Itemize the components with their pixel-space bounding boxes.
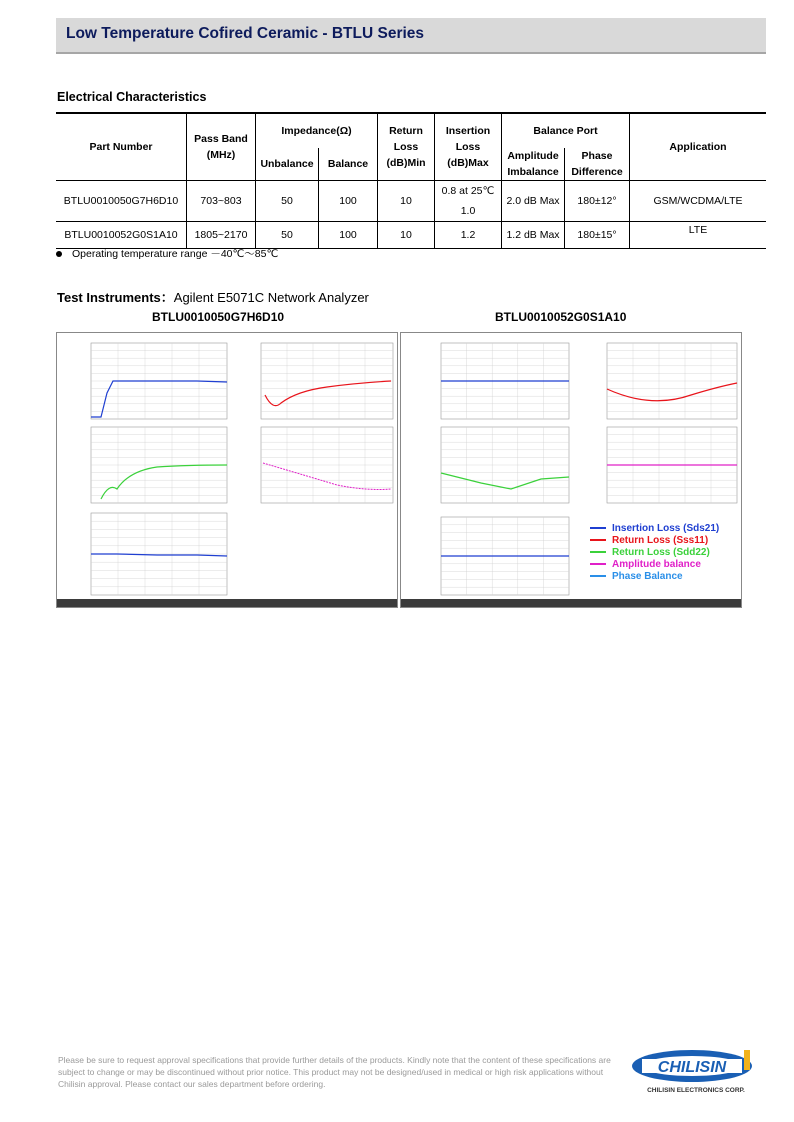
electrical-table [56,112,766,249]
col-phase-difference: Phase Difference [565,148,630,181]
col-amplitude-imbalance: Amplitude Imbalance [502,148,565,181]
cell-balance: 100 [319,181,378,222]
cell-part: BTLU0010052G0S1A10 [56,222,187,249]
col-balance: Balance [319,148,378,181]
cell-application: LTE [630,222,767,249]
cell-part: BTLU0010050G7H6D10 [56,181,187,222]
analyzer-plot-left [57,333,397,607]
trace-legend [590,522,719,582]
cell-insertion-loss: 1.2 [435,222,502,249]
col-application: Application [630,113,767,181]
cell-balance: 100 [319,222,378,249]
legend-item: Return Loss (Sdd22) [590,546,719,558]
part-label-left: BTLU0010050G7H6D10 [152,310,285,324]
table-row [56,222,766,249]
test-instruments: Test Instruments：Agilent E5071C Network Analyzer [57,290,369,305]
legend-swatch [590,563,606,565]
cell-insertion-loss: 0.8 at 25℃ 1.0 [435,181,502,222]
cell-amplitude: 2.0 dB Max [502,181,565,222]
col-part-number: Part Number [56,113,187,181]
cell-phase: 180±15° [565,222,630,249]
cell-amplitude: 1.2 dB Max [502,222,565,249]
title-bar [56,18,766,54]
electrical-characteristics-title: Electrical Characteristics [57,90,207,104]
legend-item: Insertion Loss (Sds21) [590,522,719,534]
chilisin-logo [628,1048,764,1096]
analyzer-screenshot-left [56,332,398,608]
col-pass-band: Pass Band (MHz) [187,113,256,181]
cell-application: GSM/WCDMA/LTE [630,181,767,222]
col-unbalance: Unbalance [256,148,319,181]
col-return-loss: Return Loss (dB)Min [378,113,435,181]
cell-band: 1805~2170 [187,222,256,249]
bullet-icon [56,251,62,257]
legend-swatch [590,551,606,553]
legend-swatch [590,539,606,541]
chilisin-logo-icon [628,1048,764,1096]
cell-unbalance: 50 [256,222,319,249]
legend-swatch [590,527,606,529]
cell-phase: 180±12° [565,181,630,222]
logo-wordmark: CHILISIN [657,1059,727,1076]
cell-band: 703~803 [187,181,256,222]
footer-disclaimer: Please be sure to request approval specifications that provide further details of the products. Kindly note that the content of these specifications are subject to change or may be discontinued without prior notice. This product may not be designed/used in medical or high risk applications without Chilisin approval. Please contact our sales department before ordering. [58,1055,611,1089]
col-impedance: Impedance(Ω) [256,113,378,148]
page-title: Low Temperature Cofired Ceramic - BTLU Series [66,25,425,42]
col-insertion-loss: Insertion Loss (dB)Max [435,113,502,181]
legend-item: Phase Balance [590,570,719,582]
cell-return-loss: 10 [378,222,435,249]
legend-item: Return Loss (Sss11) [590,534,719,546]
part-label-right: BTLU0010052G0S1A10 [495,310,627,324]
cell-return-loss: 10 [378,181,435,222]
legend-item: Amplitude balance [590,558,719,570]
cell-unbalance: 50 [256,181,319,222]
operating-temperature-note: Operating temperature range －40℃～85℃ [56,246,278,261]
legend-swatch [590,575,606,577]
table-row [56,181,766,222]
logo-subtitle: CHILISIN ELECTRONICS CORP. [647,1087,745,1094]
col-balance-port: Balance Port [502,113,630,148]
